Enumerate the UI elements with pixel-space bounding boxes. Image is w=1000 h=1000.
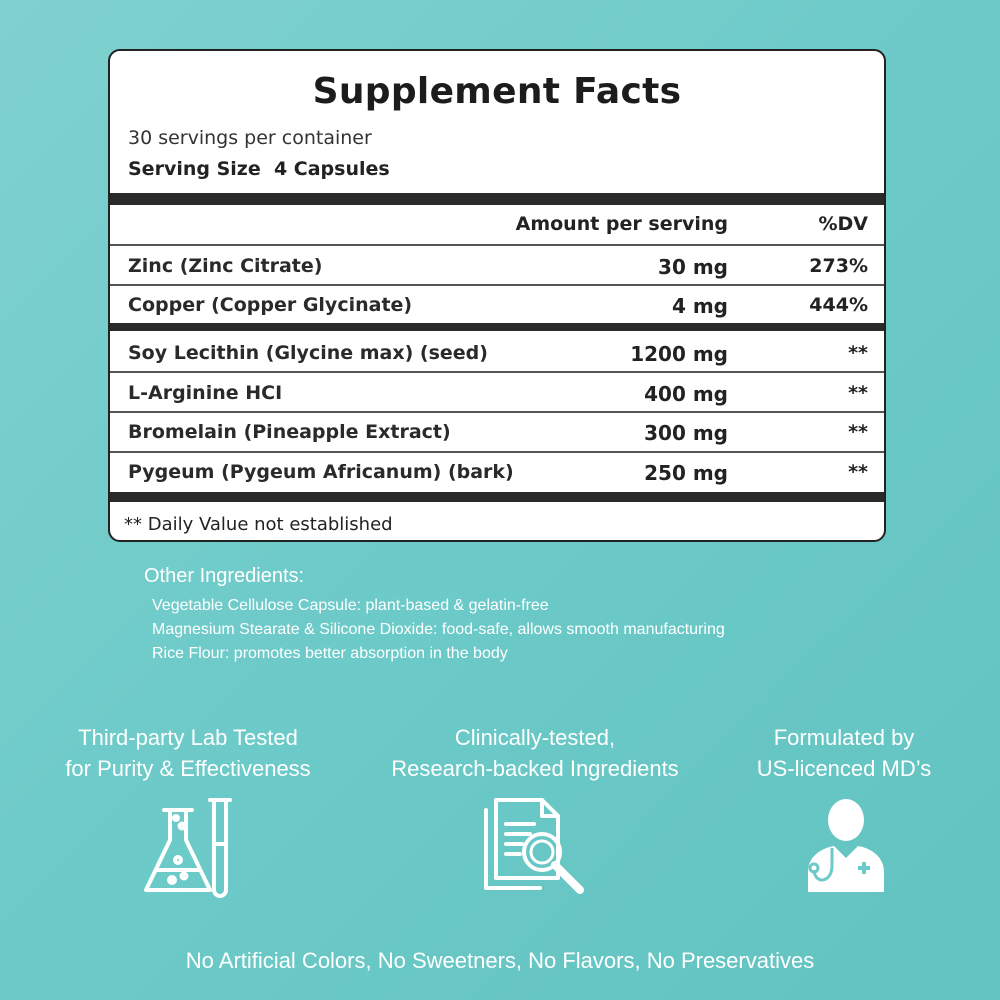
lab-flask-icon: [140, 796, 236, 908]
badge-lab-tested: [38, 722, 338, 784]
other-ingredient-item: Vegetable Cellulose Capsule: plant-based & gelatin-free: [152, 597, 549, 614]
footer-claims: No Artificial Colors, No Sweetners, No Flavors, No Preservatives: [185, 948, 815, 973]
ingredient-dv: 444%: [809, 294, 868, 316]
badge-line: Clinically-tested,: [454, 725, 616, 750]
table-row: [110, 413, 884, 451]
ingredient-name: Copper (Copper Glycinate): [128, 294, 413, 316]
medium-divider: [110, 323, 884, 331]
footnote: ** Daily Value not established: [124, 514, 393, 535]
doctor-icon: [804, 796, 888, 898]
ingredient-name: Bromelain (Pineapple Extract): [128, 421, 451, 443]
ingredient-amount: 300 mg: [644, 421, 728, 445]
ingredient-dv: **: [848, 382, 868, 404]
table-row: [110, 247, 884, 285]
ingredient-dv: **: [848, 461, 868, 483]
facts-header-row: [110, 205, 884, 243]
ingredient-dv: **: [848, 421, 868, 443]
table-row: [110, 286, 884, 324]
serving-size: Serving Size 4 Capsules: [128, 158, 390, 180]
ingredient-amount: 30 mg: [658, 255, 728, 279]
table-row: [110, 453, 884, 491]
ingredient-dv: **: [848, 342, 868, 364]
badge-line: Research-backed Ingredients: [391, 756, 679, 781]
ingredient-amount: 400 mg: [644, 382, 728, 406]
header-amount: Amount per serving: [515, 213, 728, 235]
ingredient-name: Zinc (Zinc Citrate): [128, 255, 323, 277]
badge-line: Formulated by: [773, 725, 915, 750]
ingredient-amount: 250 mg: [644, 461, 728, 485]
document-search-icon: [482, 796, 590, 904]
servings-per-container: 30 servings per container: [128, 127, 372, 149]
badge-formulated-md: [694, 722, 994, 784]
ingredient-dv: 273%: [809, 255, 868, 277]
ingredient-name: L-Arginine HCI: [128, 382, 283, 404]
thick-divider: [110, 492, 884, 502]
facts-title: Supplement Facts: [312, 71, 682, 112]
ingredient-amount: 4 mg: [671, 294, 728, 318]
badge-line: for Purity & Effectiveness: [65, 756, 311, 781]
row-divider: [110, 371, 884, 373]
thick-divider: [110, 193, 884, 205]
row-divider: [110, 244, 884, 246]
table-row: [110, 374, 884, 412]
other-ingredients-heading: Other Ingredients:: [144, 565, 305, 587]
other-ingredient-item: Rice Flour: promotes better absorption in the body: [152, 645, 508, 662]
ingredient-name: Soy Lecithin (Glycine max) (seed): [128, 342, 488, 364]
table-row: [110, 334, 884, 372]
badge-line: Third-party Lab Tested: [78, 725, 298, 750]
other-ingredient-item: Magnesium Stearate & Silicone Dioxide: food-safe, allows smooth manufacturing: [152, 621, 725, 638]
supplement-facts-panel: [108, 49, 886, 542]
ingredient-amount: 1200 mg: [630, 342, 728, 366]
badge-clinically-tested: [385, 722, 685, 784]
other-ingredients: [144, 565, 725, 666]
ingredient-name: Pygeum (Pygeum Africanum) (bark): [128, 461, 514, 483]
header-dv: %DV: [818, 213, 868, 235]
badge-line: US-licenced MD’s: [756, 756, 932, 781]
